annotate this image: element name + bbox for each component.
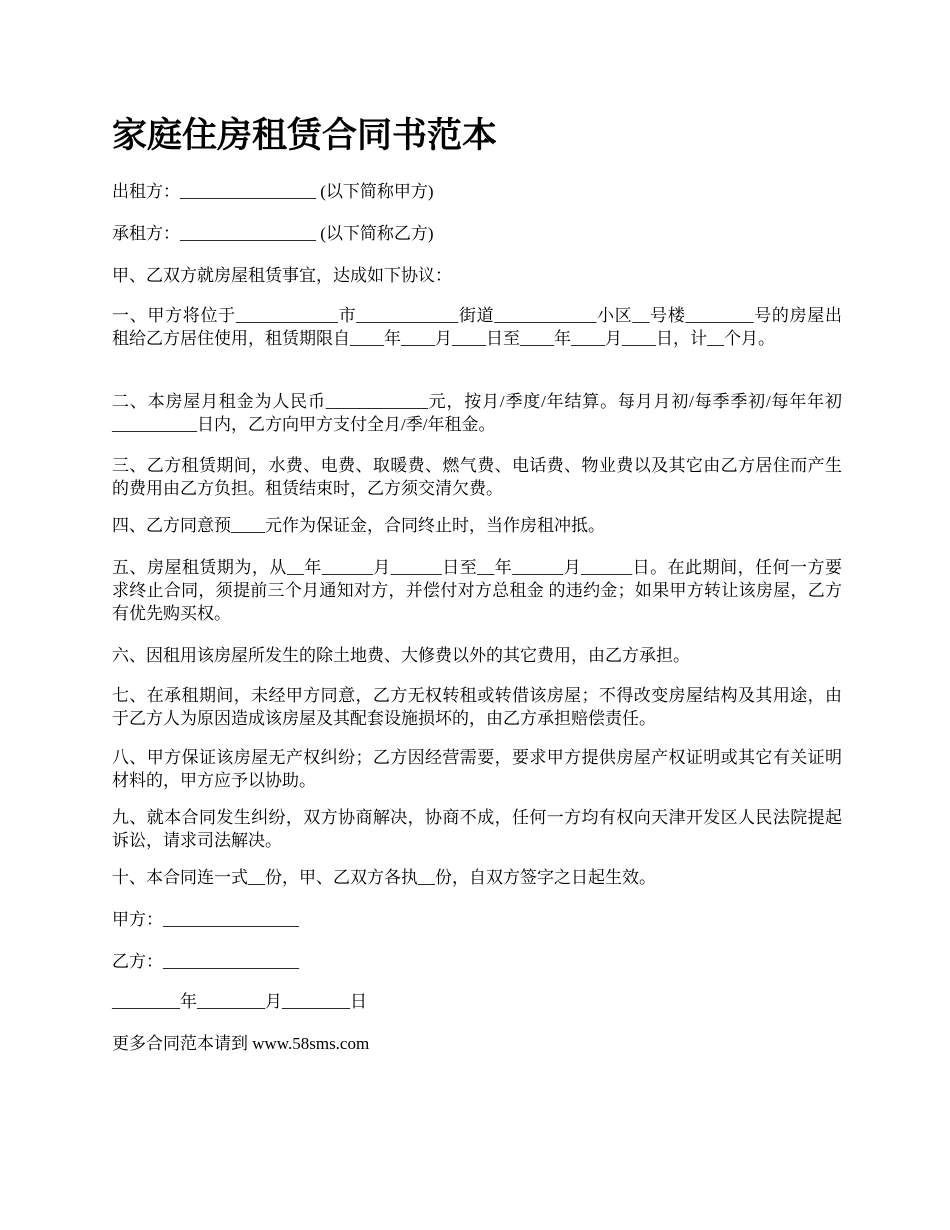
- footer-link: 更多合同范本请到 www.58sms.com: [112, 1034, 370, 1053]
- party-a-signature: 甲方：________________: [112, 910, 299, 929]
- clause-7: 七、在承租期间，未经甲方同意，乙方无权转租或转借该房屋；不得改变房屋结构及其用途，由于乙方人为原因造成该房屋及其配套设施损坏的，由乙方承担赔偿责任。: [112, 686, 842, 728]
- clause-4: 四、乙方同意预____元作为保证金，合同终止时，当作房租冲抵。: [112, 516, 605, 535]
- clause-5: 五、房屋租赁期为，从__年______月______日至__年______月______日。在此期间，任何一方要求终止合同，须提前三个月通知对方，并偿付对方总租金 的违约金；如果甲方转让该房屋，乙方有优先购买权。: [112, 558, 842, 623]
- lessee-line: 承租方：________________ (以下简称乙方): [112, 224, 434, 243]
- clause-2: 二、本房屋月租金为人民币____________元，按月/季度/年结算。每月月初/每季季初/每年年初__________日内，乙方向甲方支付全月/季/年租金。: [112, 392, 842, 434]
- agreement-intro: 甲、乙双方就房屋租赁事宜，达成如下协议：: [112, 266, 452, 285]
- document-title: 家庭住房租赁合同书范本: [112, 115, 498, 156]
- clause-3: 三、乙方租赁期间，水费、电费、取暖费、燃气费、电话费、物业费以及其它由乙方居住而产生的费用由乙方负担。租赁结束时，乙方须交清欠费。: [112, 456, 842, 498]
- signing-date: ________年________月________日: [112, 992, 367, 1011]
- lessor-line: 出租方：________________ (以下简称甲方): [112, 182, 434, 201]
- clause-10: 十、本合同连一式__份，甲、乙双方各执__份，自双方签字之日起生效。: [112, 868, 656, 887]
- clause-8: 八、甲方保证该房屋无产权纠纷；乙方因经营需要，要求甲方提供房屋产权证明或其它有关证明材料的，甲方应予以协助。: [112, 748, 842, 790]
- party-b-signature: 乙方：________________: [112, 952, 299, 971]
- clause-9: 九、就本合同发生纠纷，双方协商解决，协商不成，任何一方均有权向天津开发区人民法院提起诉讼，请求司法解决。: [112, 808, 842, 850]
- clause-1: 一、甲方将位于____________市____________街道____________小区__号楼________号的房屋出租给乙方居住使用，租赁期限自____年____月____日至____年____月____日，计__个月。: [112, 306, 842, 348]
- clause-6: 六、因租用该房屋所发生的除土地费、大修费以外的其它费用，由乙方承担。: [112, 646, 690, 665]
